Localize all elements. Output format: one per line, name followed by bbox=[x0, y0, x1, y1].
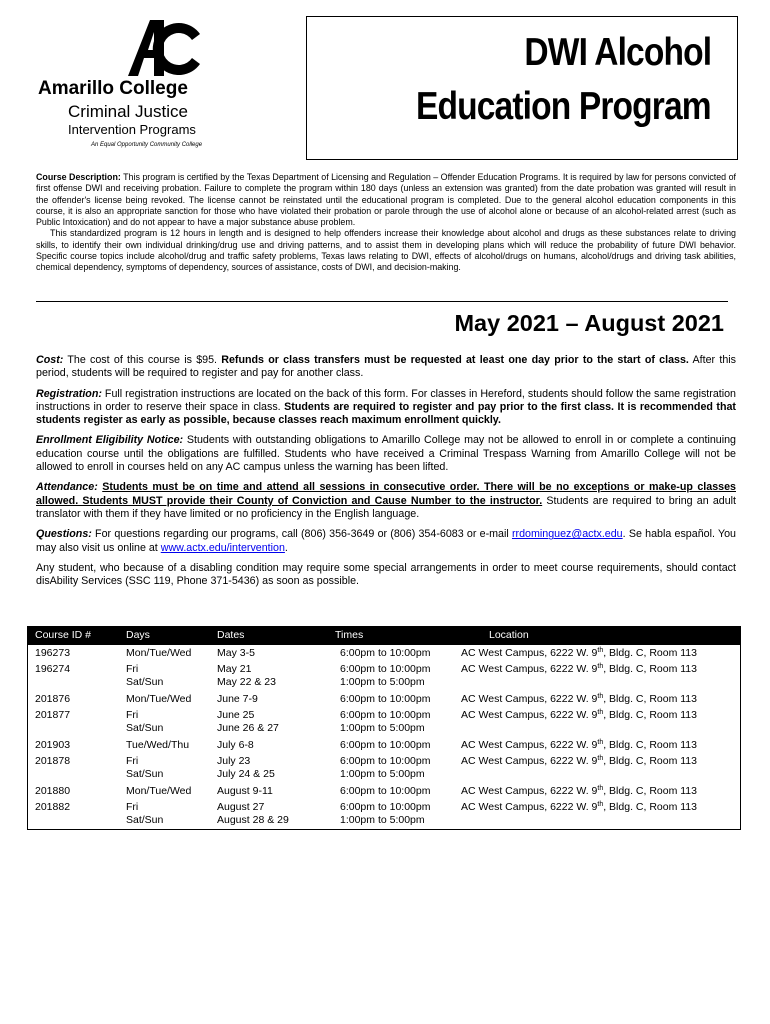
location-suffix: , Bldg. C, Room 113 bbox=[603, 663, 697, 675]
header-days: Days bbox=[126, 629, 150, 641]
cell-times: 6:00pm to 10:00pm bbox=[340, 647, 431, 659]
registration-requirement: Students are required to register and pay prior to the first class. It is recommended that students register as early as possible, because classes reach maximum enrollment quickly. bbox=[36, 400, 736, 427]
cell-dates: June 7-9 bbox=[217, 693, 258, 705]
cell-course-id: 196274 bbox=[35, 663, 71, 675]
location-prefix: AC West Campus, 6222 W. 9 bbox=[461, 647, 598, 659]
cell-times: 6:00pm to 10:00pm bbox=[340, 755, 431, 767]
cell-times-2: 1:00pm to 5:00pm bbox=[340, 768, 425, 780]
location-prefix: AC West Campus, 6222 W. 9 bbox=[461, 739, 598, 751]
location-suffix: , Bldg. C, Room 113 bbox=[603, 693, 697, 705]
cell-dates-2: July 24 & 25 bbox=[217, 768, 275, 780]
questions-text-2: . Se habla español. You may also visit us online at bbox=[36, 528, 736, 554]
policy-section bbox=[36, 354, 736, 595]
cost-text-2: After this period, students will be required to register and pay for another class. bbox=[36, 354, 736, 380]
location-suffix: , Bldg. C, Room 113 bbox=[603, 647, 697, 659]
eligibility-paragraph bbox=[36, 434, 736, 474]
cell-location bbox=[461, 739, 697, 752]
cost-label: Cost: bbox=[36, 354, 64, 366]
divider bbox=[36, 301, 728, 302]
cell-location bbox=[461, 709, 697, 722]
cell-location bbox=[461, 755, 697, 768]
cell-location bbox=[461, 801, 697, 814]
term-heading: May 2021 – August 2021 bbox=[454, 310, 724, 336]
cell-times: 6:00pm to 10:00pm bbox=[340, 785, 431, 797]
location-sup: th bbox=[597, 785, 604, 792]
page-title-line2: Education Program bbox=[416, 85, 711, 128]
cell-times: 6:00pm to 10:00pm bbox=[340, 663, 431, 675]
ac-logo-mark bbox=[128, 18, 202, 76]
cell-location bbox=[461, 647, 697, 660]
cell-course-id: 201880 bbox=[35, 785, 71, 797]
cell-times-2: 1:00pm to 5:00pm bbox=[340, 676, 425, 688]
location-sup: th bbox=[597, 647, 604, 654]
location-sup: th bbox=[597, 739, 604, 746]
cell-times-2: 1:00pm to 5:00pm bbox=[340, 814, 425, 826]
cell-location bbox=[461, 693, 697, 706]
questions-label: Questions: bbox=[36, 528, 92, 541]
cell-dates: July 6-8 bbox=[217, 739, 254, 751]
cell-days-2: Sat/Sun bbox=[126, 722, 164, 734]
description-paragraph-1 bbox=[36, 172, 736, 228]
cell-location bbox=[461, 663, 697, 676]
location-prefix: AC West Campus, 6222 W. 9 bbox=[461, 755, 598, 767]
questions-text-3: . bbox=[284, 541, 288, 554]
attendance-paragraph bbox=[36, 481, 736, 521]
cell-course-id: 196273 bbox=[35, 647, 71, 659]
header-times: Times bbox=[335, 629, 364, 641]
eligibility-label: Enrollment Eligibility Notice: bbox=[36, 434, 184, 447]
cell-dates: May 21 bbox=[217, 663, 252, 675]
header-course-id: Course ID # bbox=[35, 629, 92, 641]
cell-days: Fri bbox=[126, 755, 139, 767]
college-logo bbox=[36, 18, 226, 158]
cell-days: Fri bbox=[126, 801, 139, 813]
logo-tagline: An Equal Opportunity Community College bbox=[91, 142, 203, 148]
location-suffix: , Bldg. C, Room 113 bbox=[603, 785, 697, 797]
questions-paragraph bbox=[36, 528, 736, 555]
cell-days: Mon/Tue/Wed bbox=[126, 693, 192, 705]
header-location: Location bbox=[489, 629, 529, 641]
attendance-text: Students are required to bring an adult translator with them if they have limited or no proficiency in the English language. bbox=[36, 494, 736, 520]
eligibility-text: Students with outstanding obligations to Amarillo College may not be allowed to enroll in or complete a continuing education course until the obligations are fulfilled. Students who have received a Criminal Trespass Warning from Amarillo College will not be allowed to enroll in courses held on any AC campus unless the warning has been lifted. bbox=[36, 434, 736, 474]
description-label: Course Description: bbox=[36, 172, 121, 182]
cell-days: Fri bbox=[126, 709, 139, 721]
cell-course-id: 201882 bbox=[35, 801, 71, 813]
college-name: Amarillo College bbox=[38, 78, 188, 99]
refund-policy: Refunds or class transfers must be requested at least one day prior to the start of class. bbox=[221, 354, 689, 366]
location-sup: th bbox=[597, 693, 604, 700]
cell-days: Mon/Tue/Wed bbox=[126, 647, 192, 659]
cell-dates-2: August 28 & 29 bbox=[217, 814, 289, 826]
cell-dates: August 27 bbox=[217, 801, 265, 813]
cell-dates-2: June 26 & 27 bbox=[217, 722, 279, 734]
cell-times-2: 1:00pm to 5:00pm bbox=[340, 722, 425, 734]
cell-times: 6:00pm to 10:00pm bbox=[340, 693, 431, 705]
cell-location bbox=[461, 785, 697, 798]
cell-dates: July 23 bbox=[217, 755, 251, 767]
cost-paragraph bbox=[36, 354, 736, 381]
location-prefix: AC West Campus, 6222 W. 9 bbox=[461, 801, 598, 813]
registration-label: Registration: bbox=[36, 387, 102, 400]
cost-text: The cost of this course is $95. bbox=[63, 354, 222, 366]
cell-course-id: 201903 bbox=[35, 739, 71, 751]
cell-days-2: Sat/Sun bbox=[126, 676, 164, 688]
location-suffix: , Bldg. C, Room 113 bbox=[603, 709, 697, 721]
cell-times: 6:00pm to 10:00pm bbox=[340, 709, 431, 721]
disability-paragraph: Any student, who because of a disabling condition may require some special arrangements in order to meet course requirements, should contact disAbility Services (SSC 119, Phone 371-5436) as soon as possible. bbox=[36, 561, 736, 588]
location-prefix: AC West Campus, 6222 W. 9 bbox=[461, 693, 598, 705]
website-link[interactable]: www.actx.edu/intervention bbox=[160, 541, 285, 554]
questions-text: For questions regarding our programs, call (806) 356-3649 or (806) 354-6083 or e-mail bbox=[91, 528, 512, 541]
registration-paragraph bbox=[36, 388, 736, 428]
attendance-label: Attendance: bbox=[36, 481, 98, 494]
cell-dates: May 3-5 bbox=[217, 647, 255, 659]
cell-days-2: Sat/Sun bbox=[126, 814, 164, 826]
cell-times: 6:00pm to 10:00pm bbox=[340, 801, 431, 813]
cell-course-id: 201878 bbox=[35, 755, 71, 767]
attendance-rules: Students must be on time and attend all sessions in consecutive order. There will be no exceptions or make-up classes allowed. Students MUST provide their County of Conviction and Cause Number to the instructor. bbox=[36, 481, 736, 507]
location-sup: th bbox=[597, 663, 604, 670]
cell-days: Tue/Wed/Thu bbox=[126, 739, 190, 751]
location-sup: th bbox=[597, 801, 604, 808]
cell-course-id: 201877 bbox=[35, 709, 71, 721]
program-name: Intervention Programs bbox=[68, 122, 196, 137]
cell-course-id: 201876 bbox=[35, 693, 71, 705]
location-sup: th bbox=[597, 709, 604, 716]
description-text-1: This program is certified by the Texas Department of Licensing and Regulation – Offender Education Programs. It is required by law for persons convicted of first offense DWI and receiving probation. Failure to complete the program within 180 days (unless an extension was granted) from the date probation was granted will result in the offender's license being revoked. The license cannot be reinstated until the educational program is completed. Due to the general alcohol education components in this course, it is also an appropriate sanction for those who have violated their probation or parole through the use of alcohol alone or because of an alcohol-related arrest (such as Public Intoxication) and do not appear to have a major substance abuse problem. bbox=[36, 172, 736, 228]
location-prefix: AC West Campus, 6222 W. 9 bbox=[461, 663, 598, 675]
location-suffix: , Bldg. C, Room 113 bbox=[603, 755, 697, 767]
location-prefix: AC West Campus, 6222 W. 9 bbox=[461, 709, 598, 721]
cell-times: 6:00pm to 10:00pm bbox=[340, 739, 431, 751]
cell-days-2: Sat/Sun bbox=[126, 768, 164, 780]
title-box bbox=[306, 16, 738, 160]
location-sup: th bbox=[597, 755, 604, 762]
cell-days: Mon/Tue/Wed bbox=[126, 785, 192, 797]
location-suffix: , Bldg. C, Room 113 bbox=[603, 739, 697, 751]
registration-text: Full registration instructions are located on the back of this form. For classes in Hereford, students should follow the same registration instructions in order to reserve their space in class. bbox=[36, 387, 736, 413]
page-title-line1: DWI Alcohol bbox=[524, 31, 711, 74]
cell-days: Fri bbox=[126, 663, 139, 675]
cell-dates: August 9-11 bbox=[217, 785, 273, 797]
cell-dates-2: May 22 & 23 bbox=[217, 676, 276, 688]
department-name: Criminal Justice bbox=[68, 102, 188, 121]
schedule-table bbox=[27, 626, 741, 830]
course-description bbox=[36, 172, 736, 274]
location-prefix: AC West Campus, 6222 W. 9 bbox=[461, 785, 598, 797]
location-suffix: , Bldg. C, Room 113 bbox=[603, 801, 697, 813]
table-header bbox=[28, 627, 740, 645]
header-dates: Dates bbox=[217, 629, 245, 641]
email-link[interactable]: rrdominguez@actx.edu bbox=[511, 528, 623, 541]
cell-dates: June 25 bbox=[217, 709, 255, 721]
description-paragraph-2: This standardized program is 12 hours in length and is designed to help offenders increase their knowledge about alcohol and drugs as these substances relate to driving skills, to identify their own individual drinking/drug use and driving patterns, and to assist them in developing plans which will reduce the probability of future DWI behavior. Specific course topics include alcohol/drug and traffic safety problems, Texas laws relating to DWI, effects of alcohol/drugs on humans, alcohol/drugs and driving task abilities, chemical dependency, symptoms of dependency, sources of assistance, costs of DWI, and decision-making. bbox=[36, 228, 736, 273]
